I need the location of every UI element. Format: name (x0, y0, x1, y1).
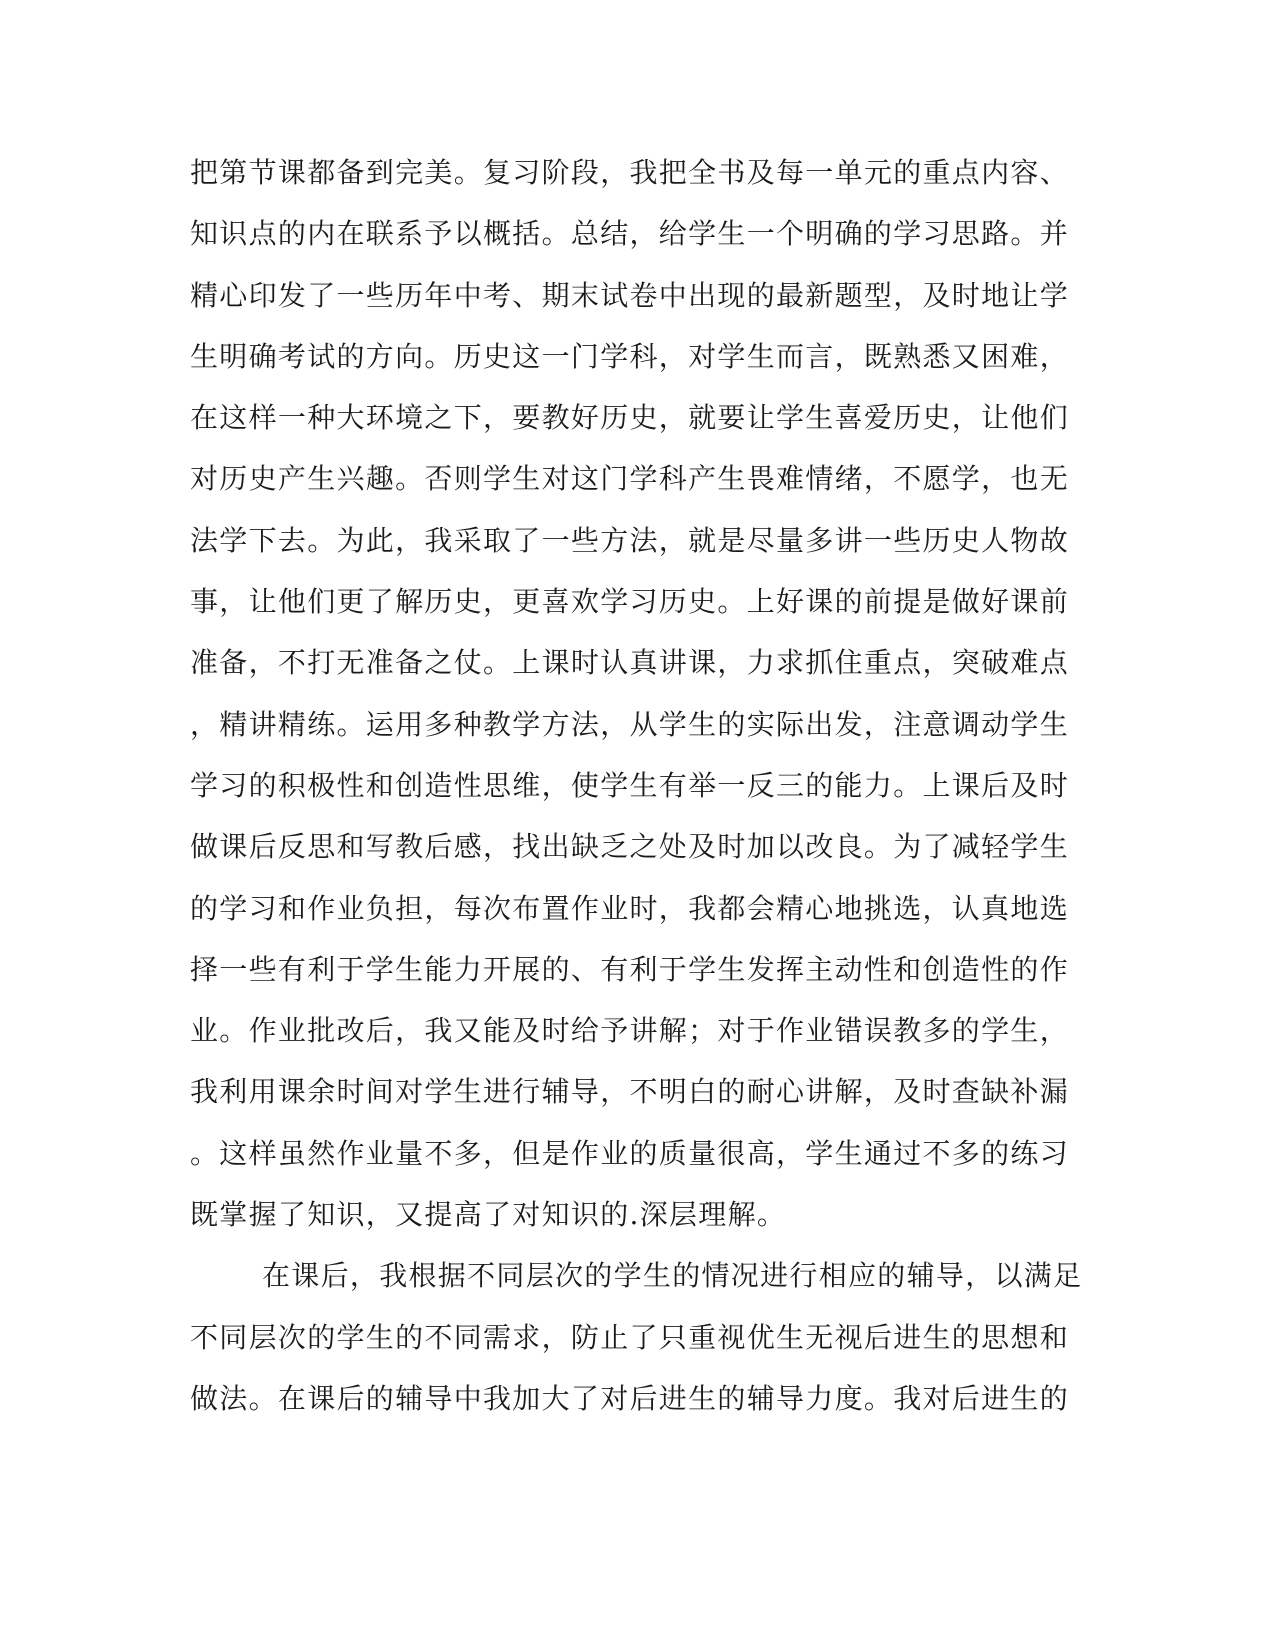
text-line: 。这样虽然作业量不多，但是作业的质量很高，学生通过不多的练习 (190, 1136, 1070, 1170)
text-line: 不同层次的学生的不同需求，防止了只重视优生无视后进生的思想和 (190, 1320, 1070, 1354)
text-line: 既掌握了知识，又提高了对知识的.深层理解。 (190, 1198, 787, 1232)
text-line: ，精讲精练。运用多种教学方法，从学生的实际出发，注意调动学生 (190, 707, 1070, 741)
text-line: 做课后反思和写教后感，找出缺乏之处及时加以改良。为了减轻学生 (190, 830, 1070, 864)
paragraph-start-line: 在课后，我根据不同层次的学生的情况进行相应的辅导，以满足 (262, 1259, 1083, 1293)
text-line: 我利用课余时间对学生进行辅导，不明白的耐心讲解，及时查缺补漏 (190, 1075, 1070, 1109)
text-line: 准备，不打无准备之仗。上课时认真讲课，力求抓住重点，突破难点 (190, 646, 1070, 680)
text-line: 事，让他们更了解历史，更喜欢学习历史。上好课的前提是做好课前 (190, 585, 1070, 619)
text-line: 把第节课都备到完美。复习阶段，我把全书及每一单元的重点内容、 (190, 156, 1070, 189)
text-line: 的学习和作业负担，每次布置作业时，我都会精心地挑选，认真地选 (190, 891, 1070, 925)
text-line: 对历史产生兴趣。否则学生对这门学科产生畏难情绪，不愿学，也无 (190, 462, 1070, 496)
text-line: 在这样一种大环境之下，要教好历史，就要让学生喜爱历史，让他们 (190, 401, 1070, 435)
text-line: 生明确考试的方向。历史这一门学科，对学生而言，既熟悉又困难， (190, 339, 1070, 373)
text-line: 业。作业批改后，我又能及时给予讲解；对于作业错误教多的学生， (190, 1014, 1070, 1048)
text-line: 知识点的内在联系予以概括。总结，给学生一个明确的学习思路。并 (190, 217, 1070, 251)
body-text (190, 142, 1090, 1429)
text-line: 精心印发了一些历年中考、期末试卷中出现的最新题型，及时地让学 (190, 278, 1070, 312)
text-line: 学习的积极性和创造性思维，使学生有举一反三的能力。上课后及时 (190, 768, 1070, 802)
text-line: 择一些有利于学生能力开展的、有利于学生发挥主动性和创造性的作 (190, 952, 1070, 986)
text-line: 法学下去。为此，我采取了一些方法，就是尽量多讲一些历史人物故 (190, 523, 1070, 557)
text-line: 做法。在课后的辅导中我加大了对后进生的辅导力度。我对后进生的 (190, 1381, 1070, 1415)
